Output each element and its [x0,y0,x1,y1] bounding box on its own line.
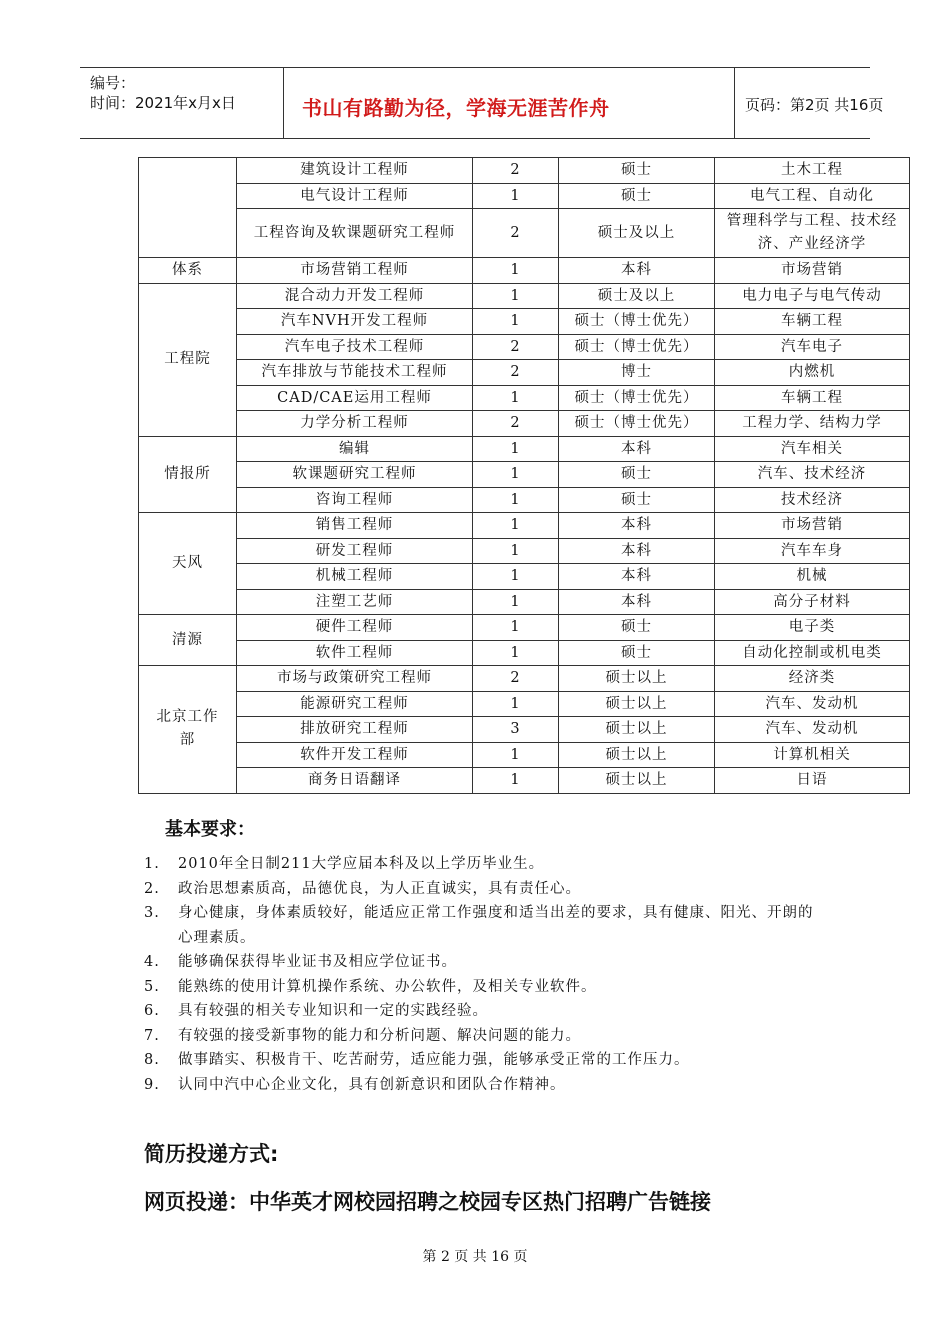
degree-cell: 硕士 [559,487,715,513]
table-row [139,258,910,284]
major-cell: 工程力学、结构力学 [715,411,910,437]
position-cell: 汽车电子技术工程师 [237,334,473,360]
count-cell: 1 [473,615,559,641]
degree-cell: 本科 [559,513,715,539]
dept-cell: 体系 [139,258,237,284]
header-page-cell [735,68,884,138]
degree-cell: 硕士 [559,615,715,641]
position-cell: 编辑 [237,436,473,462]
dept-cell [139,158,237,258]
count-cell: 2 [473,411,559,437]
major-cell: 汽车、发动机 [715,691,910,717]
item-number: 9. [144,1076,160,1093]
table-row [139,334,910,360]
major-cell: 车辆工程 [715,309,910,335]
requirements-title: 基本要求： [165,819,255,840]
position-cell: 商务日语翻译 [237,768,473,794]
major-cell: 日语 [715,768,910,794]
position-cell: 力学分析工程师 [237,411,473,437]
header-meta [80,68,284,138]
degree-cell: 硕士及以上 [559,209,715,258]
degree-cell: 硕士（博士优先） [559,385,715,411]
position-cell: 市场与政策研究工程师 [237,666,473,692]
count-cell: 1 [473,385,559,411]
table-row [139,183,910,209]
degree-cell: 硕士 [559,640,715,666]
table-row [139,411,910,437]
major-cell: 机械 [715,564,910,590]
degree-cell: 硕士以上 [559,666,715,692]
count-cell: 1 [473,513,559,539]
item-number: 7. [144,1027,160,1044]
item-number: 3. [144,905,160,921]
position-cell: 研发工程师 [237,538,473,564]
item-text: 政治思想素质高，品德优良，为人正直诚实，具有责任心。 [178,880,581,897]
position-cell: 市场营销工程师 [237,258,473,284]
count-cell: 1 [473,309,559,335]
list-item [144,852,844,877]
position-cell: CAD/CAE运用工程师 [237,385,473,411]
major-cell: 经济类 [715,666,910,692]
degree-cell: 本科 [559,538,715,564]
header-time: 时间：2021年x月x日 [90,94,236,112]
count-cell: 1 [473,768,559,794]
position-cell: 能源研究工程师 [237,691,473,717]
degree-cell: 硕士及以上 [559,283,715,309]
position-cell: 软课题研究工程师 [237,462,473,488]
major-cell: 车辆工程 [715,385,910,411]
header-number: 编号： [90,74,136,92]
major-cell: 土木工程 [715,158,910,184]
list-item [144,877,844,902]
requirements-list [144,852,844,1097]
dept-cell: 北京工作部 [139,666,237,794]
header-page: 页码：第2页 共16页 [745,96,884,114]
list-item [144,950,844,975]
degree-cell: 硕士 [559,462,715,488]
count-cell: 2 [473,158,559,184]
count-cell: 1 [473,283,559,309]
count-cell: 2 [473,209,559,258]
position-cell: 建筑设计工程师 [237,158,473,184]
count-cell: 1 [473,487,559,513]
count-cell: 1 [473,742,559,768]
count-cell: 3 [473,717,559,743]
degree-cell: 硕士 [559,183,715,209]
position-cell: 汽车NVH开发工程师 [237,309,473,335]
degree-cell: 本科 [559,258,715,284]
item-text: 能熟练的使用计算机操作系统、办公软件，及相关专业软件。 [178,978,597,995]
count-cell: 1 [473,640,559,666]
count-cell: 2 [473,666,559,692]
count-cell: 1 [473,183,559,209]
degree-cell: 硕士 [559,158,715,184]
table-row [139,462,910,488]
table-row [139,538,910,564]
list-item [144,975,844,1000]
major-cell: 电气工程、自动化 [715,183,910,209]
item-number: 8. [144,1052,160,1068]
list-item [144,999,844,1024]
position-cell: 机械工程师 [237,564,473,590]
table-row [139,564,910,590]
degree-cell: 硕士以上 [559,742,715,768]
degree-cell: 硕士以上 [559,691,715,717]
major-cell: 技术经济 [715,487,910,513]
count-cell: 1 [473,462,559,488]
item-text: 身心健康，身体素质较好，能适应正常工作强度和适当出差的要求，具有健康、阳光、开朗的心理素质。 [178,905,814,946]
count-cell: 1 [473,589,559,615]
degree-cell: 硕士（博士优先） [559,411,715,437]
dept-cell: 情报所 [139,436,237,513]
degree-cell: 本科 [559,436,715,462]
degree-cell: 硕士（博士优先） [559,309,715,335]
item-text: 能够确保获得毕业证书及相应学位证书。 [178,954,457,970]
position-cell: 软件开发工程师 [237,742,473,768]
major-cell: 汽车、技术经济 [715,462,910,488]
position-cell: 销售工程师 [237,513,473,539]
major-cell: 汽车相关 [715,436,910,462]
table-row [139,768,910,794]
major-cell: 电力电子与电气传动 [715,283,910,309]
position-cell: 电气设计工程师 [237,183,473,209]
table-row [139,717,910,743]
major-cell: 汽车、发动机 [715,717,910,743]
count-cell: 1 [473,436,559,462]
degree-cell: 硕士以上 [559,717,715,743]
table-row [139,615,910,641]
table-row [139,666,910,692]
table-row [139,158,910,184]
table-row [139,640,910,666]
major-cell: 自动化控制或机电类 [715,640,910,666]
count-cell: 1 [473,538,559,564]
item-number: 6. [144,1003,160,1019]
item-number: 4. [144,954,160,970]
major-cell: 市场营销 [715,513,910,539]
dept-cell: 工程院 [139,283,237,436]
item-text: 做事踏实、积极肯干、吃苦耐劳，适应能力强，能够承受正常的工作压力。 [178,1052,690,1068]
table-row [139,309,910,335]
resume-title: 简历投递方式: [144,1142,279,1166]
page-footer: 第 2 页 共 16 页 [422,1249,528,1265]
positions-table [138,157,910,794]
position-cell: 软件工程师 [237,640,473,666]
item-number: 2. [144,880,160,897]
table-row [139,589,910,615]
position-cell: 工程咨询及软课题研究工程师 [237,209,473,258]
item-text: 具有较强的相关专业知识和一定的实践经验。 [178,1003,488,1019]
list-item [144,901,818,950]
count-cell: 1 [473,691,559,717]
position-cell: 注塑工艺师 [237,589,473,615]
count-cell: 1 [473,564,559,590]
resume-web: 网页投递：中华英才网校园招聘之校园专区热门招聘广告链接 [144,1190,711,1214]
table-row [139,487,910,513]
major-cell: 管理科学与工程、技术经济、产业经济学 [715,209,910,258]
list-item [144,1048,844,1073]
major-cell: 汽车车身 [715,538,910,564]
table-row [139,513,910,539]
position-cell: 汽车排放与节能技术工程师 [237,360,473,386]
major-cell: 市场营销 [715,258,910,284]
item-number: 5. [144,978,160,995]
position-cell: 排放研究工程师 [237,717,473,743]
table-row [139,691,910,717]
item-text: 2010年全日制211大学应届本科及以上学历毕业生。 [178,856,545,872]
dept-cell: 天风 [139,513,237,615]
degree-cell: 博士 [559,360,715,386]
major-cell: 电子类 [715,615,910,641]
position-cell: 硬件工程师 [237,615,473,641]
degree-cell: 本科 [559,589,715,615]
header-slogan: 书山有路勤为径，学海无涯苦作舟 [302,96,610,120]
dept-cell: 清源 [139,615,237,666]
count-cell: 2 [473,360,559,386]
count-cell: 1 [473,258,559,284]
list-item [144,1024,844,1049]
major-cell: 高分子材料 [715,589,910,615]
table-row [139,742,910,768]
degree-cell: 硕士（博士优先） [559,334,715,360]
major-cell: 汽车电子 [715,334,910,360]
item-text: 有较强的接受新事物的能力和分析问题、解决问题的能力。 [178,1027,581,1044]
table-row [139,283,910,309]
position-cell: 咨询工程师 [237,487,473,513]
degree-cell: 硕士以上 [559,768,715,794]
degree-cell: 本科 [559,564,715,590]
table-row [139,436,910,462]
item-number: 1. [144,856,160,872]
list-item [144,1073,844,1098]
table-row [139,360,910,386]
position-cell: 混合动力开发工程师 [237,283,473,309]
major-cell: 内燃机 [715,360,910,386]
page-header [80,67,884,139]
table-row [139,385,910,411]
count-cell: 2 [473,334,559,360]
item-text: 认同中汽中心企业文化，具有创新意识和团队合作精神。 [178,1076,566,1093]
major-cell: 计算机相关 [715,742,910,768]
header-slogan-cell [284,68,735,138]
table-row [139,209,910,258]
